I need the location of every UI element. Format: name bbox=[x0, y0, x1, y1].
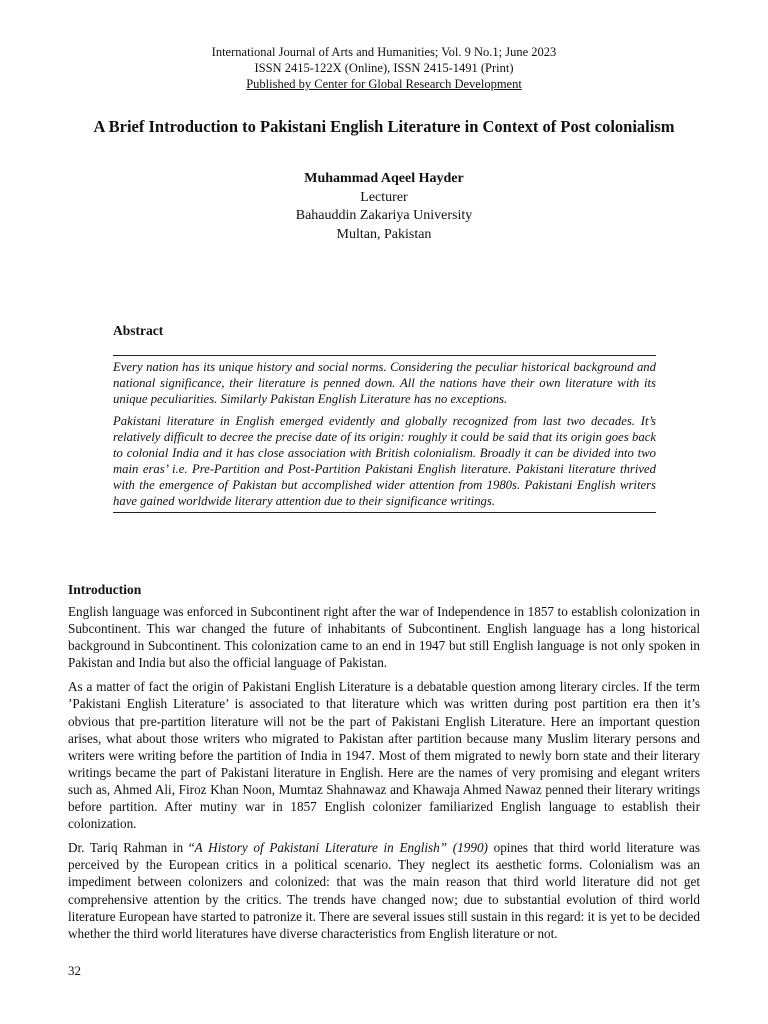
abstract-heading: Abstract bbox=[113, 323, 164, 338]
abstract-paragraph-2: Pakistani literature in English emerged evidently and globally recognized from last two decades. It’s relatively difficult to decree the precise date of its origin: roughly it could be said that its origin goes back to colonial India and it has close association with British colonialism. Broadly it can be divided into two main eras’ i.e. Pre-Partition and Post-Partition Pakistani English literature. Pakistani literature thrived with the emergence of Pakistan but accomplished wider attention from 1980s. Pakistani English writers have gained worldwide literary attention due to their significance writings. bbox=[113, 414, 656, 508]
author-position: Lecturer bbox=[360, 189, 408, 205]
intro-p3-lead: Dr. Tariq Rahman in “ bbox=[68, 840, 195, 856]
intro-paragraph-1: English language was enforced in Subcontinent right after the war of Independence in 1857 to establish colonization in Subcontinent. This war changed the future of inhabitants of Subcontinent. English language has a long historical background in Subcontinent. This colonization came to an end in 1947 but still English language is not only spoken in Pakistan and India but also the official language of Pakistan. bbox=[68, 604, 700, 671]
book-title-citation: A History of Pakistani Literature in English” (1990) bbox=[194, 840, 488, 856]
abstract-box bbox=[113, 355, 656, 513]
introduction-body bbox=[68, 603, 700, 949]
author-location: Multan, Pakistan bbox=[336, 226, 432, 242]
journal-header bbox=[0, 44, 768, 92]
intro-paragraph-2: As a matter of fact the origin of Pakistani English Literature is a debatable question among literary circles. If the term ’Pakistani English Literature’ is associated to that literature which was written during post partition era then it’s obvious that pre-partition literature will not be the part of Pakistani English Literature. Here an important question arises, what about those writers who migrated to Pakistan after partition because many Muslim literary persons and writers were writing before the partition of India in 1947. Most of them migrated to newly born state and their literary writings became the part of Pakistani literature in English. Here are the names of very promising and elegant writers such as, Ahmed Ali, Firoz Khan Noon, Mumtaz Shahnawaz and Khawaja Ahmed Nawaz penned their literary writings before partition. After mutiny war in 1857 English colonizer familiarized English language to establish their colonization. bbox=[68, 679, 700, 832]
introduction-heading: Introduction bbox=[68, 582, 142, 597]
publisher-line: Published by Center for Global Research Development bbox=[246, 77, 522, 91]
paper-title: A Brief Introduction to Pakistani English Literature in Context of Post colonialism bbox=[93, 117, 675, 136]
intro-paragraph-3 bbox=[68, 839, 700, 942]
abstract-paragraph-1: Every nation has its unique history and social norms. Considering the peculiar historical background and national significance, their literature is penned down. All the nations have their own literature with its unique peculiarities. Similarly Pakistan English Literature has no exceptions. bbox=[113, 360, 656, 406]
author-block bbox=[0, 170, 768, 244]
author-name: Muhammad Aqeel Hayder bbox=[304, 171, 464, 186]
issn-line: ISSN 2415-122X (Online), ISSN 2415-1491 (Print) bbox=[254, 61, 514, 75]
page-number: 32 bbox=[68, 963, 81, 978]
intro-p3-rest: opines that third world literature was perceived by the European critics in a political scenario. They neglect its aesthetic forms. Colonialism was an impediment between colonizers and colonized: that was the main reason that third world literature did not get comprehensive attention by the critics. The trends have changed now; due to substantial evolution of third world literature European have started to patronize it. There are several issues still sustain in this regard: it is yet to be decided whether the third world literatures have diverse characteristics from English literature or not. bbox=[68, 840, 700, 941]
author-institution: Bahauddin Zakariya University bbox=[295, 208, 473, 223]
journal-line: International Journal of Arts and Humanities; Vol. 9 No.1; June 2023 bbox=[211, 45, 557, 59]
